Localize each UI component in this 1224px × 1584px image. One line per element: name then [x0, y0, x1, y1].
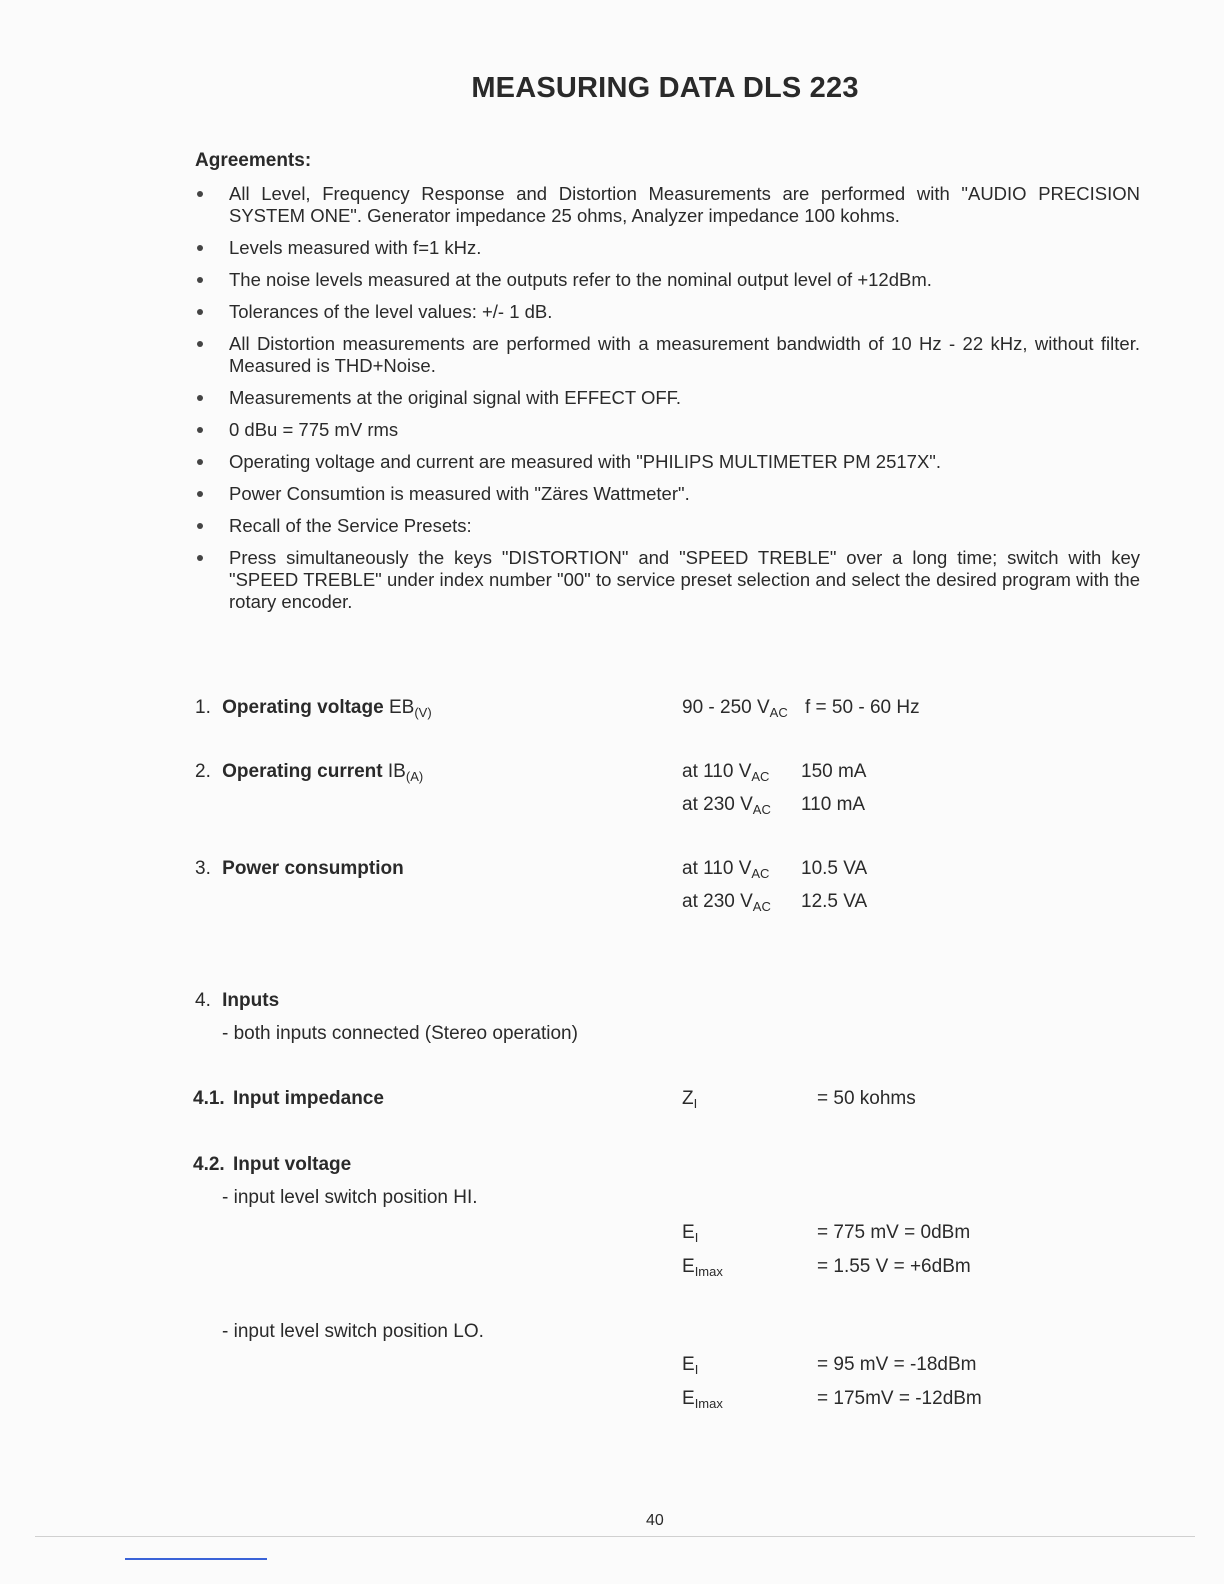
- bullet-icon: [197, 491, 203, 497]
- current-value: 110 mA: [801, 794, 866, 815]
- inputs-note: - both inputs connected (Stereo operation): [222, 1023, 578, 1044]
- bullet-icon: [197, 395, 203, 401]
- section-operating-current: 2. Operating current $IB_{(A)}$: [195, 761, 424, 784]
- agreements-list: [195, 183, 1140, 623]
- voltage-value: = 175mV = -12dBm: [817, 1388, 982, 1409]
- bullet-icon: [197, 427, 203, 433]
- voltage-value: = 1.55 V = +6dBm: [817, 1256, 971, 1277]
- list-item: Power Consumtion is measured with "Zäres Wattmeter".: [195, 483, 1140, 505]
- voltage-symbol: $E_I$: [682, 1354, 699, 1377]
- voltage-symbol: $E_{Imax}$: [682, 1256, 723, 1279]
- section-label: Input voltage: [232, 1154, 352, 1175]
- bullet-icon: [197, 245, 203, 251]
- voltage-value: = 775 mV = 0dBm: [817, 1222, 971, 1243]
- bullet-icon: [197, 341, 203, 347]
- list-item: Levels measured with f=1 kHz.: [195, 237, 1140, 259]
- list-item: Measurements at the original signal with EFFECT OFF.: [195, 387, 1140, 409]
- list-item: The noise levels measured at the outputs refer to the nominal output level of +12dBm.: [195, 269, 1140, 291]
- section-inputs: 4. Inputs: [195, 990, 280, 1011]
- current-value: 150 mA: [801, 761, 867, 782]
- power-condition: at 230 $V_{AC}$: [682, 891, 771, 914]
- list-item: All Level, Frequency Response and Distortion Measurements are performed with "AUDIO PRECISION SYSTEM ONE". Generator impedance 25 ohms, Analyzer impedance 100 kohms.: [195, 183, 1140, 227]
- section-input-impedance: 4.1. Input impedance: [193, 1088, 384, 1109]
- hi-switch-note: - input level switch position HI.: [222, 1187, 478, 1208]
- list-item: Operating voltage and current are measured with "PHILIPS MULTIMETER PM 2517X".: [195, 451, 1140, 473]
- list-item: Press simultaneously the keys "DISTORTION" and "SPEED TREBLE" over a long time; switch with key "SPEED TREBLE" under index number "00" to service preset selection and select the desired program with the rotary encoder.: [195, 547, 1140, 613]
- bullet-icon: [197, 191, 203, 197]
- bullet-icon: [197, 523, 203, 529]
- page-bottom-divider: [35, 1536, 1195, 1537]
- section-label: Operating current: [222, 761, 383, 782]
- blue-underline-mark: [125, 1558, 267, 1560]
- section-label: Operating voltage: [222, 697, 384, 718]
- agreements-heading: Agreements:: [195, 150, 312, 171]
- operating-frequency: f = 50 - 60 Hz: [805, 697, 920, 718]
- voltage-symbol: $E_I$: [682, 1222, 699, 1245]
- power-value: 10.5 VA: [801, 858, 868, 879]
- bullet-icon: [197, 555, 203, 561]
- page-title: MEASURING DATA DLS 223: [471, 72, 859, 104]
- section-label: Inputs: [222, 990, 280, 1011]
- lo-switch-note: - input level switch position LO.: [222, 1321, 484, 1342]
- section-input-voltage: 4.2. Input voltage: [193, 1154, 352, 1175]
- voltage-symbol: $E_{Imax}$: [682, 1388, 723, 1411]
- page-number: 40: [646, 1512, 664, 1529]
- operating-voltage-range: 90 - 250 $V_{AC}$: [682, 697, 788, 720]
- voltage-value: = 95 mV = -18dBm: [817, 1354, 977, 1375]
- current-condition: at 110 $V_{AC}$: [682, 761, 770, 784]
- list-item: All Distortion measurements are performed with a measurement bandwidth of 10 Hz - 22 kHz, without filter. Measured is THD+Noise.: [195, 333, 1140, 377]
- bullet-icon: [197, 277, 203, 283]
- current-condition: at 230 $V_{AC}$: [682, 794, 771, 817]
- power-condition: at 110 $V_{AC}$: [682, 858, 770, 881]
- bullet-icon: [197, 309, 203, 315]
- section-label: Power consumption: [222, 858, 404, 879]
- bullet-icon: [197, 459, 203, 465]
- section-power-consumption: 3. Power consumption: [195, 858, 404, 879]
- section-operating-voltage: 1. Operating voltage $EB_{(V)}$: [195, 697, 432, 720]
- power-value: 12.5 VA: [801, 891, 868, 912]
- impedance-value: = 50 kohms: [817, 1088, 916, 1109]
- list-item: Tolerances of the level values: +/- 1 dB.: [195, 301, 1140, 323]
- list-item: 0 dBu = 775 mV rms: [195, 419, 1140, 441]
- impedance-symbol: $Z_I$: [682, 1088, 698, 1111]
- section-label: Input impedance: [232, 1088, 384, 1109]
- list-item: Recall of the Service Presets:: [195, 515, 1140, 537]
